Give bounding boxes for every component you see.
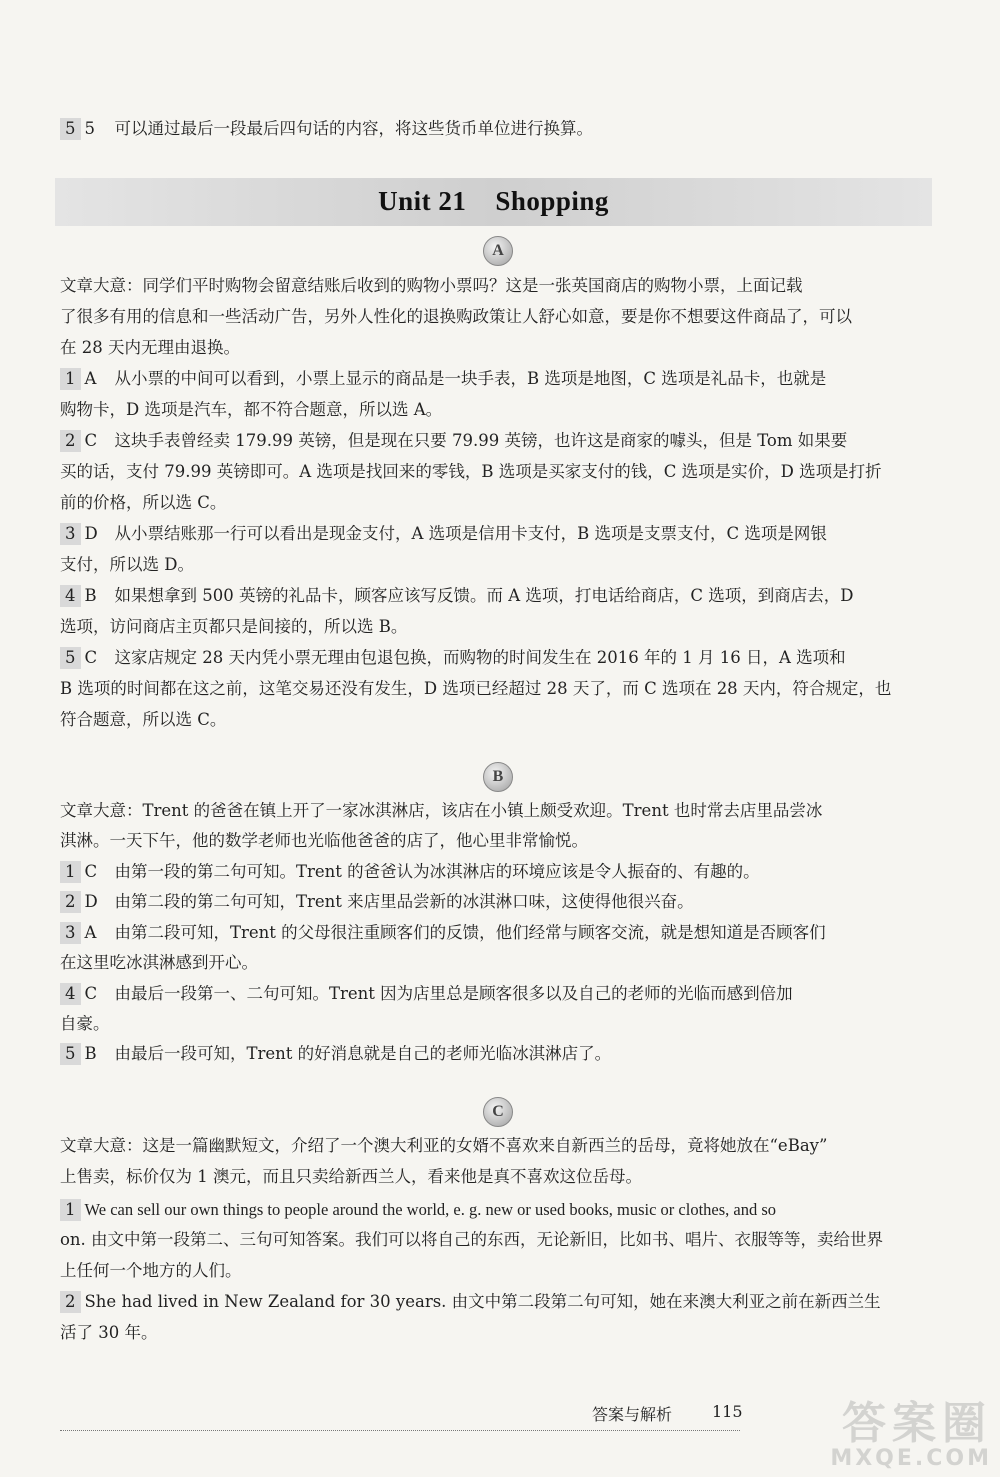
list-item: [60, 922, 940, 944]
list-item: [60, 891, 940, 913]
explanation-line: 前的价格，所以选 C。: [60, 493, 227, 512]
answer-letter: A: [84, 923, 97, 942]
section-b-badge: B: [483, 762, 513, 792]
question-number: 5: [60, 1043, 81, 1065]
watermark-logo: [762, 1398, 992, 1477]
unit-title: Unit 21 Shopping: [378, 186, 609, 216]
list-item: [60, 1291, 940, 1313]
answer-letter: 5: [84, 119, 95, 138]
explanation-text: 由最后一段第一、二句可知。Trent 因为店里总是顾客很多以及自己的老师的光临而感到倍加: [114, 984, 793, 1003]
explanation-line: 选项，访问商店主页都只是间接的，所以选 B。: [60, 617, 408, 636]
list-item: [60, 1199, 940, 1221]
explanation-text: 从小票的中间可以看到，小票上显示的商品是一块手表，B 选项是地图，C 选项是礼品卡，也就是: [114, 369, 827, 388]
answer-letter: C: [84, 862, 98, 881]
list-item: [60, 430, 940, 452]
explanation-line: 买的话，支付 79.99 英镑即可。A 选项是找回来的零钱，B 选项是买家支付的钱，C 选项是实价，D 选项是打折: [60, 462, 882, 481]
list-item: [60, 861, 940, 883]
question-number: 1: [60, 1199, 81, 1221]
footer-label: 答案与解析: [592, 1405, 673, 1424]
section-c-summary-line: 上售卖，标价仅为 1 澳元，而且只卖给新西兰人，看来他是真不喜欢这位岳母。: [60, 1167, 642, 1186]
list-item: [60, 647, 940, 669]
answer-letter: C: [84, 431, 98, 450]
explanation-text: 由第二段的第二句可知，Trent 来店里品尝新的冰淇淋口味，这使得他很兴奋。: [114, 892, 694, 911]
explanation-line: on. 由文中第一段第二、三句可知答案。我们可以将自己的东西，无论新旧，比如书、唱片、衣服等等，卖给世界: [60, 1230, 884, 1249]
explanation-line: B 选项的时间都在这之前，这笔交易还没有发生，D 选项已经超过 28 天了，而 C 选项在 28 天内，符合规定，也: [60, 679, 892, 698]
explanation-text: 从小票结账那一行可以看出是现金支付，A 选项是信用卡支付，B 选项是支票支付，C 选项是网银: [114, 524, 827, 543]
question-number: 2: [60, 430, 81, 452]
explanation-line: 支付，所以选 D。: [60, 555, 194, 574]
section-c-badge: C: [483, 1097, 513, 1127]
explanation-text: 由第二段可知，Trent 的父母很注重顾客们的反馈，他们经常与顾客交流，就是想知道是否顾客们: [114, 923, 826, 942]
section-a-summary-line: 了很多有用的信息和一些活动广告，另外人性化的退换购政策让人舒心如意，要是你不想要这件商品了，可以: [60, 307, 852, 326]
explanation-text: 由第一段的第二句可知。Trent 的爸爸认为冰淇淋店的环境应该是令人振奋的、有趣的。: [114, 862, 760, 881]
top-item: [60, 118, 940, 140]
question-number: 5: [60, 647, 81, 669]
explanation-line: 自豪。: [60, 1014, 110, 1033]
unit-banner: [55, 178, 932, 226]
list-item: [60, 368, 940, 390]
explanation-line: 在这里吃冰淇淋感到开心。: [60, 953, 258, 972]
explanation-text: 可以通过最后一段最后四句话的内容，将这些货币单位进行换算。: [114, 119, 593, 138]
section-a-summary-line: 在 28 天内无理由退换。: [60, 338, 240, 357]
question-number: 4: [60, 585, 81, 607]
list-item: [60, 523, 940, 545]
list-item: [60, 983, 940, 1005]
section-b-summary-line: 文章大意：Trent 的爸爸在镇上开了一家冰淇淋店，该店在小镇上颇受欢迎。Trent 也时常去店里品尝冰: [60, 801, 823, 820]
watermark-text: 答案圈: [842, 1398, 992, 1449]
explanation-line: 活了 30 年。: [60, 1323, 158, 1342]
section-a-summary-line: 文章大意：同学们平时购物会留意结账后收到的购物小票吗？这是一张英国商店的购物小票，上面记载: [60, 276, 803, 295]
question-number: 2: [60, 1291, 81, 1313]
answer-letter: C: [84, 984, 98, 1003]
list-item: [60, 585, 940, 607]
explanation-line: 上任何一个地方的人们。: [60, 1261, 242, 1280]
question-number: 5: [60, 118, 81, 140]
explanation-text: She had lived in New Zealand for 30 years. 由文中第二段第二句可知，她在来澳大利亚之前在新西兰生: [84, 1292, 881, 1311]
question-number: 2: [60, 891, 81, 913]
section-c-summary-line: 文章大意：这是一篇幽默短文，介绍了一个澳大利亚的女婿不喜欢来自新西兰的岳母，竟将她放在“eBay”: [60, 1136, 828, 1155]
answer-letter: D: [84, 892, 98, 911]
explanation-text: 这块手表曾经卖 179.99 英镑，但是现在只要 79.99 英镑，也许这是商家的噱头，但是 Tom 如果要: [114, 431, 848, 450]
answer-letter: D: [84, 524, 98, 543]
list-item: [60, 1043, 940, 1065]
question-number: 4: [60, 983, 81, 1005]
question-number: 1: [60, 861, 81, 883]
explanation-line: 符合题意，所以选 C。: [60, 710, 227, 729]
section-a-badge: A: [483, 236, 513, 266]
answer-letter: B: [84, 1044, 97, 1063]
explanation-text: 由最后一段可知，Trent 的好消息就是自己的老师光临冰淇淋店了。: [114, 1044, 612, 1063]
answer-letter: A: [84, 369, 97, 388]
question-number: 3: [60, 523, 81, 545]
explanation-line: 购物卡，D 选项是汽车，都不符合题意，所以选 A。: [60, 400, 443, 419]
answer-letter: B: [84, 586, 97, 605]
page-number: 115: [712, 1402, 743, 1421]
explanation-text: 这家店规定 28 天内凭小票无理由包退包换，而购物的时间发生在 2016 年的 1 月 16 日，A 选项和: [114, 648, 846, 667]
explanation-text: 如果想拿到 500 英镑的礼品卡，顾客应该写反馈。而 A 选项，打电话给商店，C 选项，到商店去，D: [114, 586, 854, 605]
explanation-text: We can sell our own things to people around the world, e. g. new or used books, music or clothes, and so: [84, 1200, 777, 1219]
answer-letter: C: [84, 648, 98, 667]
section-b-summary-line: 淇淋。一天下午，他的数学老师也光临他爸爸的店了，他心里非常愉悦。: [60, 831, 588, 850]
watermark-url: MXQE.COM: [830, 1446, 992, 1471]
question-number: 1: [60, 368, 81, 390]
question-number: 3: [60, 922, 81, 944]
footer-divider: [60, 1430, 740, 1431]
